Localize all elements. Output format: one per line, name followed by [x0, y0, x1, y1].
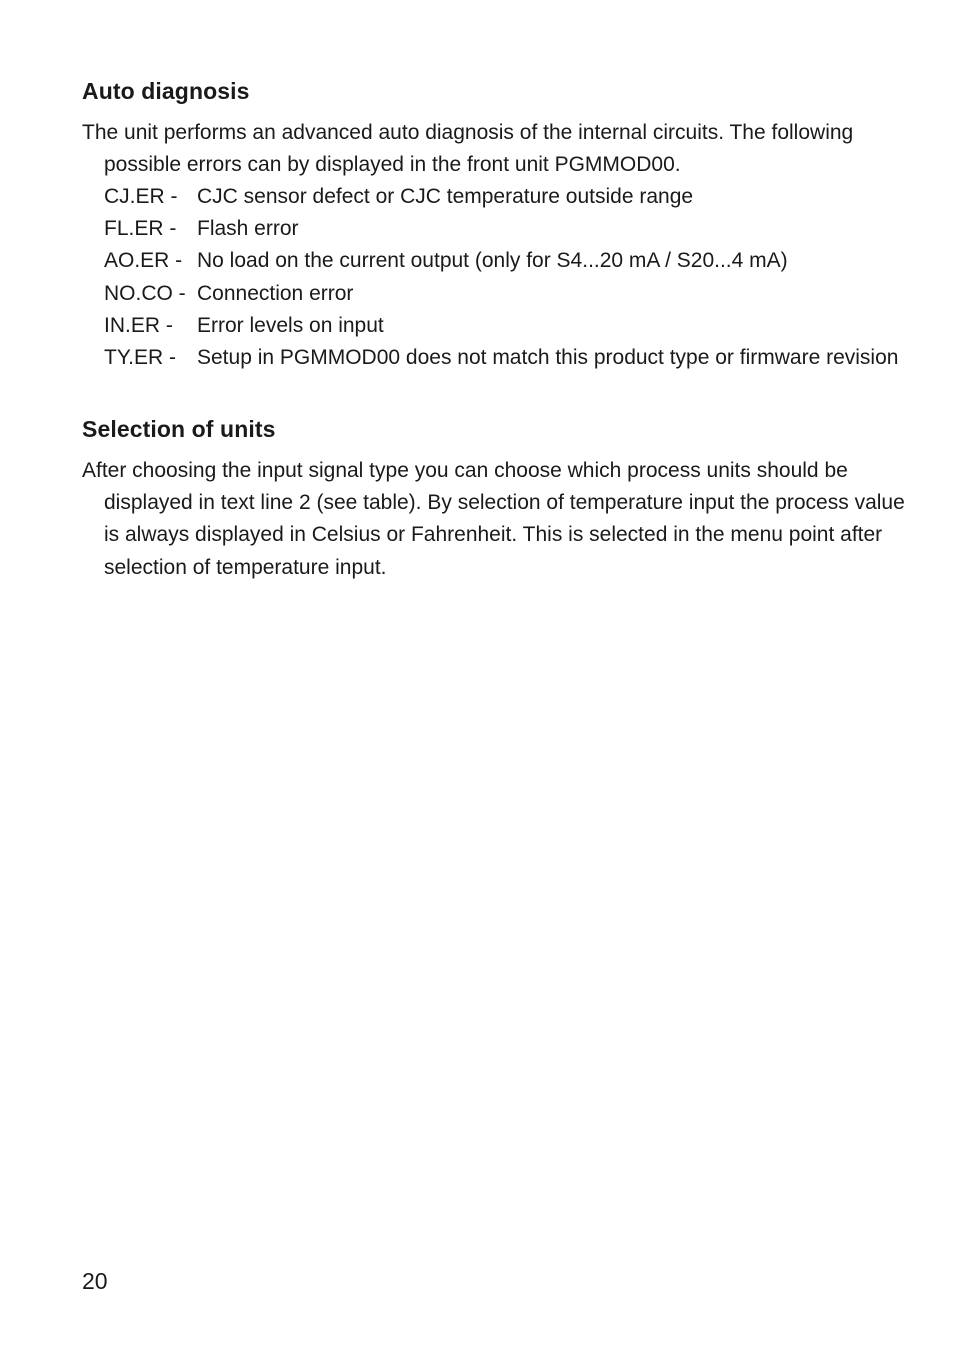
error-item-ty-er — [104, 342, 904, 374]
error-description: Error levels on input — [197, 313, 384, 337]
error-code: CJ.ER - — [104, 185, 178, 208]
error-code: IN.ER - — [104, 313, 173, 337]
error-description: No load on the current output (only for S4...20 mA / S20...4 mA) — [197, 249, 788, 273]
error-item-in-er — [104, 310, 904, 342]
error-code: TY.ER - — [104, 346, 176, 370]
error-code: AO.ER - — [104, 249, 183, 273]
error-code: FL.ER - — [104, 217, 177, 241]
error-item-fl-er — [104, 213, 904, 245]
auto-diagnosis-heading: Auto diagnosis — [82, 78, 250, 104]
error-item-ao-er — [104, 245, 904, 277]
error-description: Flash error — [197, 217, 299, 241]
error-item-cj-er — [104, 181, 904, 213]
error-item-no-co — [104, 278, 904, 310]
error-description: CJC sensor defect or CJC temperature outside range — [197, 185, 694, 208]
error-code: NO.CO - — [104, 281, 186, 305]
error-description: Connection error — [197, 281, 354, 305]
auto-diagnosis-intro: The unit performs an advanced auto diagnosis of the internal circuits. The following possible errors can by displayed in the front unit PGMMOD00. — [82, 121, 854, 177]
selection-of-units-heading: Selection of units — [82, 416, 276, 442]
document-page — [82, 0, 905, 1345]
error-code-list — [104, 181, 904, 374]
page-number: 20 — [82, 1268, 108, 1294]
selection-of-units-body: After choosing the input signal type you can choose which process units should be displayed in text line 2 (see table). By selection of temperature input the process value is always displayed in Celsius or Fahrenheit. This is selected in the menu point after selection of temperature input. — [82, 459, 905, 579]
error-description: Setup in PGMMOD00 does not match this product type or firmware revision — [197, 346, 899, 370]
